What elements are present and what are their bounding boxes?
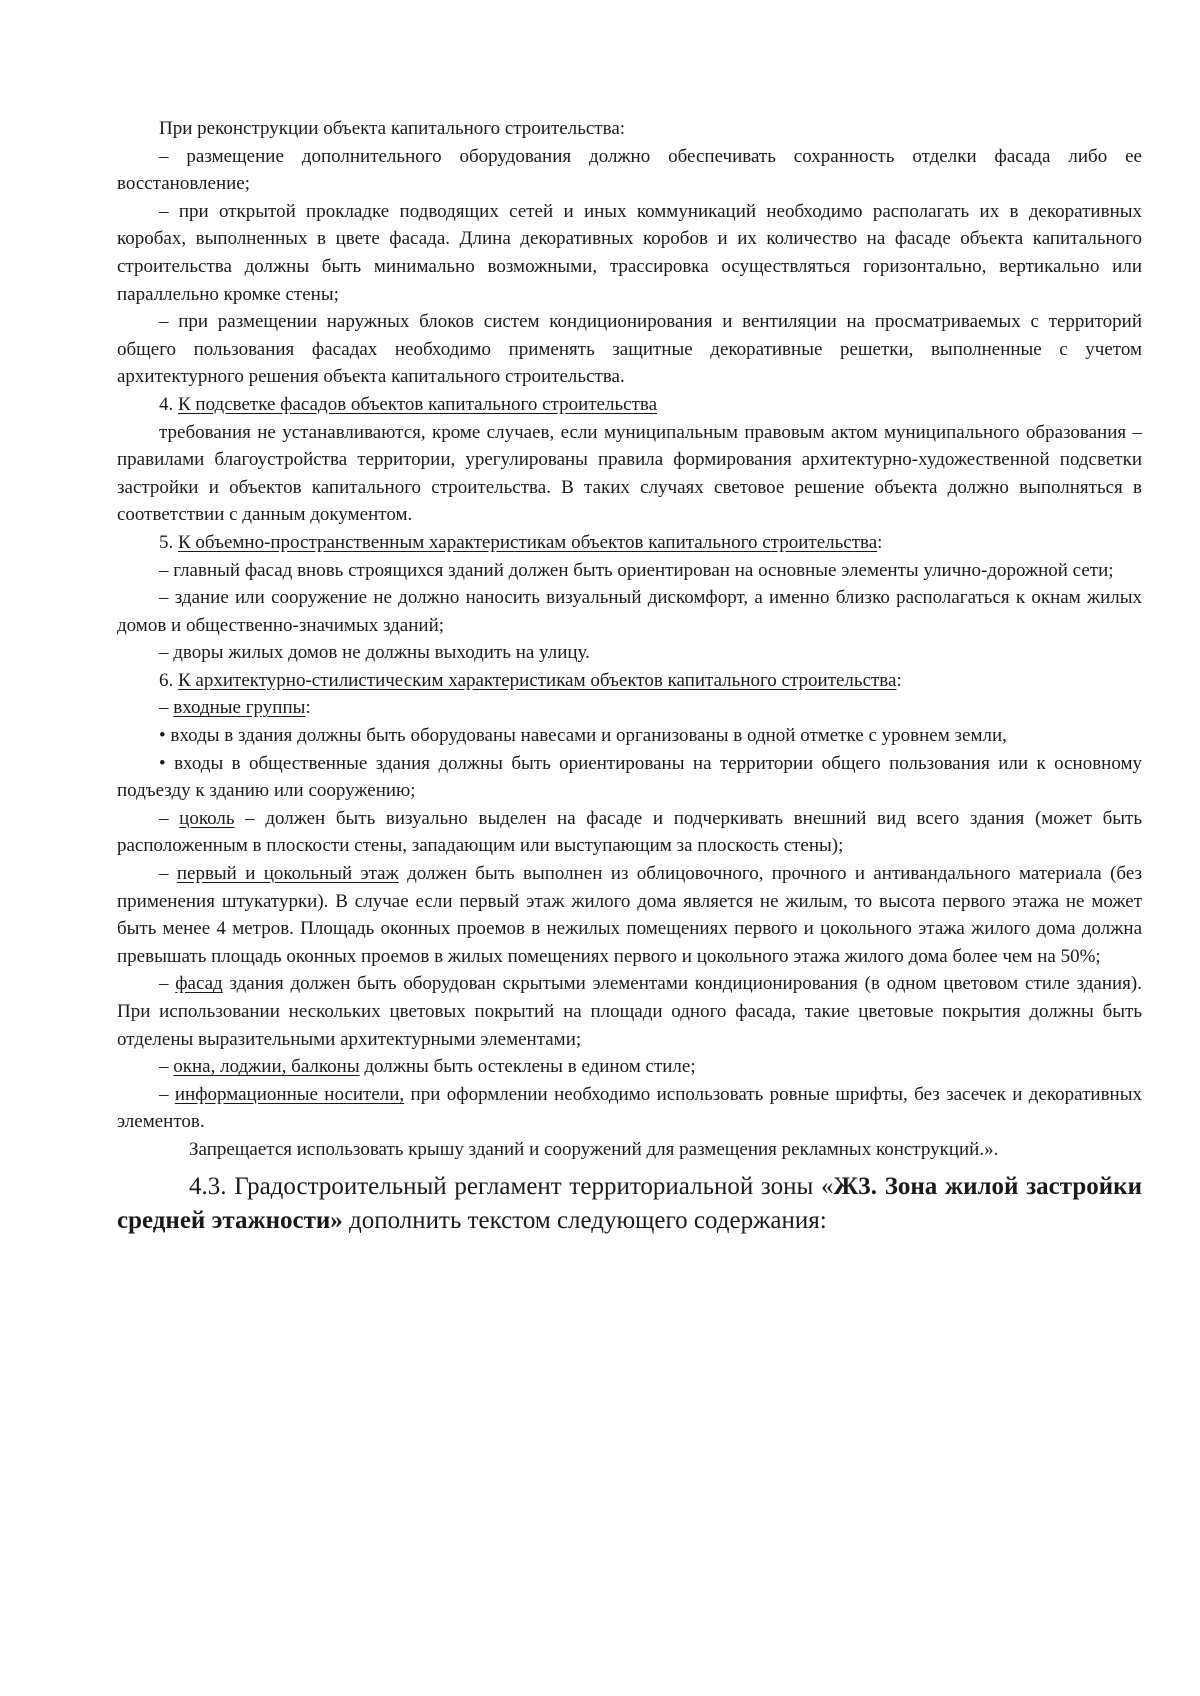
- paragraph-info-carriers: – информационные носители, при оформлении необходимо использовать ровные шрифты, без засечек и декоративных элементов.: [117, 1083, 1142, 1133]
- paragraph-equipment: – размещение дополнительного оборудования должно обеспечивать сохранность отделки фасада либо ее восстановление;: [117, 145, 1142, 195]
- paragraph-reconstruction-intro: При реконструкции объекта капитального строительства:: [159, 118, 626, 139]
- paragraph-plinth: – цоколь – должен быть визуально выделен на фасаде и подчеркивать внешний вид всего здания (может быть расположенным в плоскости стены, западающим или выступающим за плоскость стены);: [117, 807, 1142, 857]
- bullet-entrances-canopies: • входы в здания должны быть оборудованы навесами и организованы в одной отметке с уровнем земли,: [159, 725, 1007, 747]
- paragraph-first-floor: – первый и цокольный этаж должен быть выполнен из облицовочного, прочного и антивандального материала (без применения штукатурки). В случае если первый этаж жилого дома является не жилым, то высота первого этажа не может быть менее 4 метров. Площадь оконных проемов в нежилых помещениях первого и цокольного этажа жилого дома должна превышать площадь оконных проемов в жилых помещениях первого и цокольного этажа жилого дома более чем на 50%;: [117, 863, 1142, 967]
- paragraph-main-facade: – главный фасад вновь строящихся зданий должен быть ориентирован на основные элементы улично-дорожной сети;: [159, 559, 1114, 581]
- paragraph-windows: – окна, лоджии, балконы должны быть остеклены в едином стиле;: [159, 1056, 696, 1078]
- paragraph-facade: – фасад здания должен быть оборудован скрытыми элементами кондиционирования (в одном цветовом стиле здания). При использовании нескольких цветовых покрытий на площади одного фасада, такие цветовые покрытия должны быть отделены выразительными архитектурными элементами;: [117, 973, 1142, 1050]
- paragraph-ventilation: – при размещении наружных блоков систем кондиционирования и вентиляции на просматриваемых с территорий общего пользования фасадах необходимо применять защитные декоративные решетки, выполненные с учетом архитектурного решения объекта капитального строительства.: [117, 311, 1142, 388]
- paragraph-entrance-groups: – входные группы:: [159, 697, 311, 719]
- heading-lighting: 4. К подсветке фасадов объектов капитального строительства: [159, 393, 658, 415]
- paragraph-discomfort: – здание или сооружение не должно наносить визуальный дискомфорт, а именно близко располагаться к окнам жилых домов и общественно-значимых зданий;: [117, 587, 1142, 636]
- paragraph-zone-regulation: 4.3. Градостроительный регламент территориальной зоны «Ж3. Зона жилой застройки средней этажности» дополнить текстом следующего содержания:: [117, 1172, 1142, 1234]
- paragraph-roof-ban: Запрещается использовать крышу зданий и сооружений для размещения рекламных конструкций.».: [189, 1138, 999, 1160]
- paragraph-lighting: требования не устанавливаются, кроме случаев, если муниципальным правовым актом муниципального образования – правилами благоустройства территории, урегулированы правила формирования архитектурно-художественной подсветки застройки и объектов капитального строительства. В таких случаях световое решение объекта должно выполняться в соответствии с данным документом.: [117, 421, 1142, 526]
- bullet-public-entrances: • входы в общественные здания должны быть ориентированы на территории общего пользования или к основному подъезду к зданию или сооружению;: [117, 752, 1142, 802]
- heading-volume: 5. К объемно-пространственным характеристикам объектов капитального строительства:: [159, 531, 883, 553]
- paragraph-networks: – при открытой прокладке подводящих сетей и иных коммуникаций необходимо располагать их в декоративных коробах, выполненных в цвете фасада. Длина декоративных коробов и их количество на фасаде объекта капитального строительства должны быть минимально возможными, трассировка осуществляться горизонтально, вертикально или параллельно кромке стены;: [117, 200, 1142, 305]
- heading-style: 6. К архитектурно-стилистическим характеристикам объектов капитального строительства:: [159, 669, 902, 691]
- paragraph-yards: – дворы жилых домов не должны выходить на улицу.: [159, 642, 590, 664]
